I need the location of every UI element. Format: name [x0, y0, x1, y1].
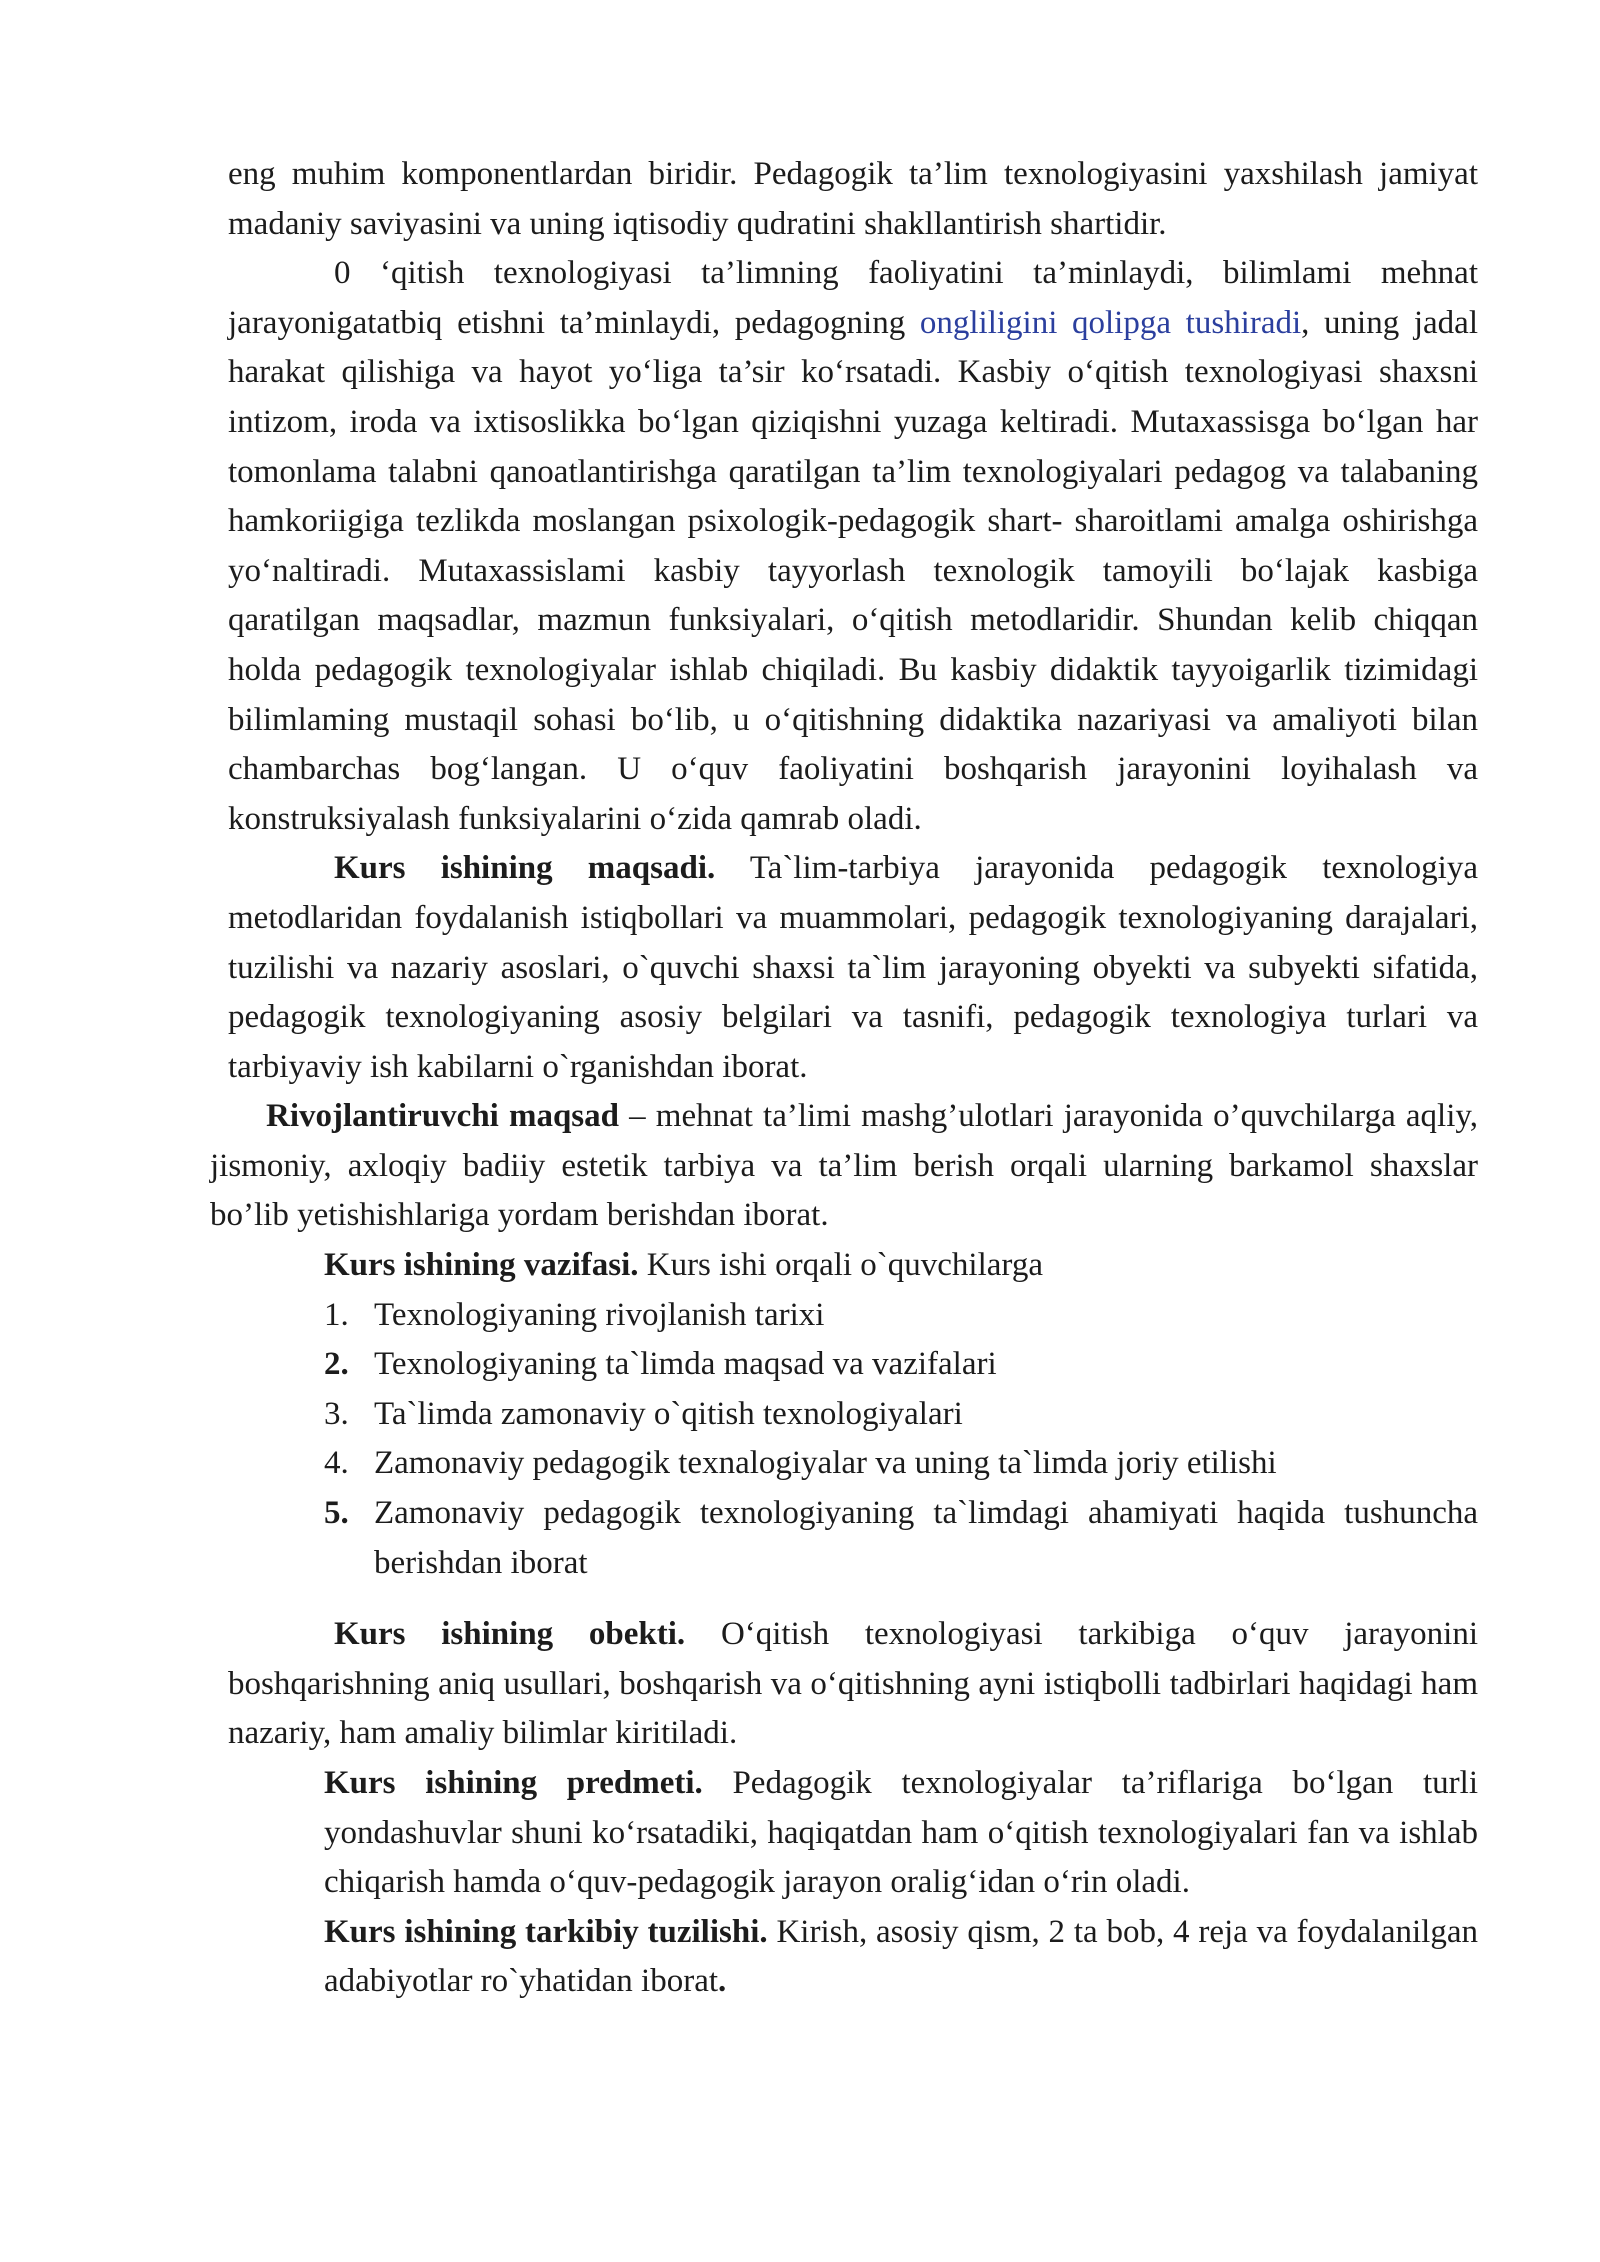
list-item-text: Texnologiyaning rivojlanish tarixi: [374, 1296, 825, 1333]
paragraph-technology-start: 0 ‘qitish texnologiyasi ta’limning faoliyatini ta’minlaydi, bilimlami mehnat jarayonigatatbiq etishni ta’minlaydi, pedagogning: [228, 255, 1478, 341]
list-item: [324, 1340, 1478, 1390]
tasks-heading: Kurs ishining vazifasi.: [324, 1247, 639, 1284]
paragraph-tasks-intro: [228, 1241, 1478, 1291]
list-item-text: Zamonaviy pedagogik texnologiyaning ta`limdagi ahamiyati haqida tushuncha berishdan iborat: [374, 1495, 1478, 1581]
paragraph-technology-end: , uning jadal harakat qilishiga va hayot yo‘liga ta’sir ko‘rsatadi. Kasbiy o‘qitish texnologiyasi shaxsni intizom, iroda va ixtisoslikka bo‘lgan qiziqishni yuzaga keltiradi. Mutaxassisga bo‘lgan har tomonlama talabni qanoatlantirishga qaratilgan ta’lim texnologiyalari pedagog va talabaning hamkoriigiga tezlikda moslangan psixologik-pedagogik shart- sharoitlami amalga oshirishga yo‘naltiradi. Mutaxassislami kasbiy tayyorlash texnologik tamoyili bo‘lajak kasbiga qaratilgan maqsadlar, mazmun funksiyalari, o‘qitish metodlaridir. Shundan kelib chiqqan holda pedagogik texnologiyalar ishlab chiqiladi. Bu kasbiy didaktik tayyoigarlik tizimidagi bilimlaming mustaqil sohasi bo‘lib, u o‘qitishning didaktika nazariyasi va amaliyoti bilan chambarchas bog‘langan. U o‘quv faoliyatini boshqarish jarayonini loyihalash va konstruksiyalash funksiyalarini o‘zida qamrab oladi.: [228, 304, 1478, 837]
list-item-text: Texnologiyaning ta`limda maqsad va vazifalari: [374, 1346, 997, 1383]
goal-heading: Kurs ishining maqsadi.: [334, 850, 716, 887]
structure-text: Kirish, asosiy qism, 2 ta bob, 4 reja va foydalanilgan adabiyotlar ro`yhatidan iborat: [324, 1913, 1478, 2000]
spacer: [228, 1588, 1478, 1610]
paragraph-object: [228, 1610, 1478, 1759]
object-text: O‘qitish texnologiyasi tarkibiga o‘quv jarayonini boshqarishning aniq usullari, boshqarish va o‘qitishning ayni istiqbolli tadbirlari haqidagi ham nazariy, ham amaliy bilimlar kiritiladi.: [228, 1616, 1478, 1752]
list-item-number: 4.: [324, 1445, 349, 1482]
list-item-number: 5.: [324, 1495, 349, 1532]
developmental-goal-text: – mehnat ta’limi mashg’ulotlari jarayonida o’quvchilarga aqliy, jismoniy, axloqiy badiiy estetik tarbiya va ta’lim berish orqali ularning barkamol shaxslar bo’lib yetishishlariga yordam berishdan iborat.: [210, 1098, 1479, 1234]
list-item: [324, 1291, 1478, 1341]
paragraph-developmental-goal: [210, 1092, 1478, 1241]
paragraph-goal: [228, 844, 1478, 1092]
subject-text: Pedagogik texnologiyalar ta’riflariga bo‘lgan turli yondashuvlar shuni ko‘rsatadiki, haqiqatdan ham o‘qitish texnologiyalari fan va ishlab chiqarish hamda o‘quv-pedagogik jarayon oralig‘idan o‘rin oladi.: [324, 1765, 1478, 1901]
developmental-goal-heading: Rivojlantiruvchi maqsad: [266, 1098, 620, 1135]
hyperlink-text[interactable]: ongliligini qolipga tushiradi: [919, 304, 1302, 341]
paragraph-technology: [228, 249, 1478, 844]
document-body: [210, 150, 1479, 2007]
list-item: [324, 1439, 1478, 1489]
paragraph-subject: [228, 1759, 1478, 1908]
structure-heading: Kurs ishining tarkibiy tuzilishi.: [324, 1913, 768, 1950]
list-item-number: 3.: [324, 1395, 349, 1432]
paragraph-structure: [228, 1908, 1478, 2007]
list-item-text: Zamonaviy pedagogik texnalogiyalar va uning ta`limda joriy etilishi: [374, 1445, 1277, 1482]
tasks-intro-text: Kurs ishi orqali o`quvchilarga: [638, 1247, 1043, 1284]
paragraph-intro: eng muhim komponentlardan biridir. Pedagogik ta’lim texnologiyasini yaxshilash jamiyat madaniy saviyasini va uning iqtisodiy qudratini shakllantirish shartidir.: [228, 156, 1478, 242]
tasks-list: [228, 1291, 1478, 1589]
goal-text: Ta`lim-tarbiya jarayonida pedagogik texnologiya metodlaridan foydalanish istiqbollari va muammolari, pedagogik texnologiyaning darajalari, tuzilishi va nazariy asoslari, o`quvchi shaxsi ta`lim jarayoning obyekti va subyekti sifatida, pedagogik texnologiyaning asosiy belgilari va tasnifi, pedagogik texnologiya turlari va tarbiyaviy ish kabilarni o`rganishdan iborat.: [228, 850, 1478, 1085]
object-heading: Kurs ishining obekti.: [334, 1616, 686, 1653]
structure-end-mark: .: [718, 1963, 727, 2000]
list-item-text: Ta`limda zamonaviy o`qitish texnologiyalari: [374, 1395, 963, 1432]
list-item-number: 2.: [324, 1346, 349, 1383]
list-item: [324, 1390, 1478, 1440]
list-item-number: 1.: [324, 1296, 349, 1333]
list-item: [324, 1489, 1478, 1588]
subject-heading: Kurs ishining predmeti.: [324, 1765, 703, 1801]
